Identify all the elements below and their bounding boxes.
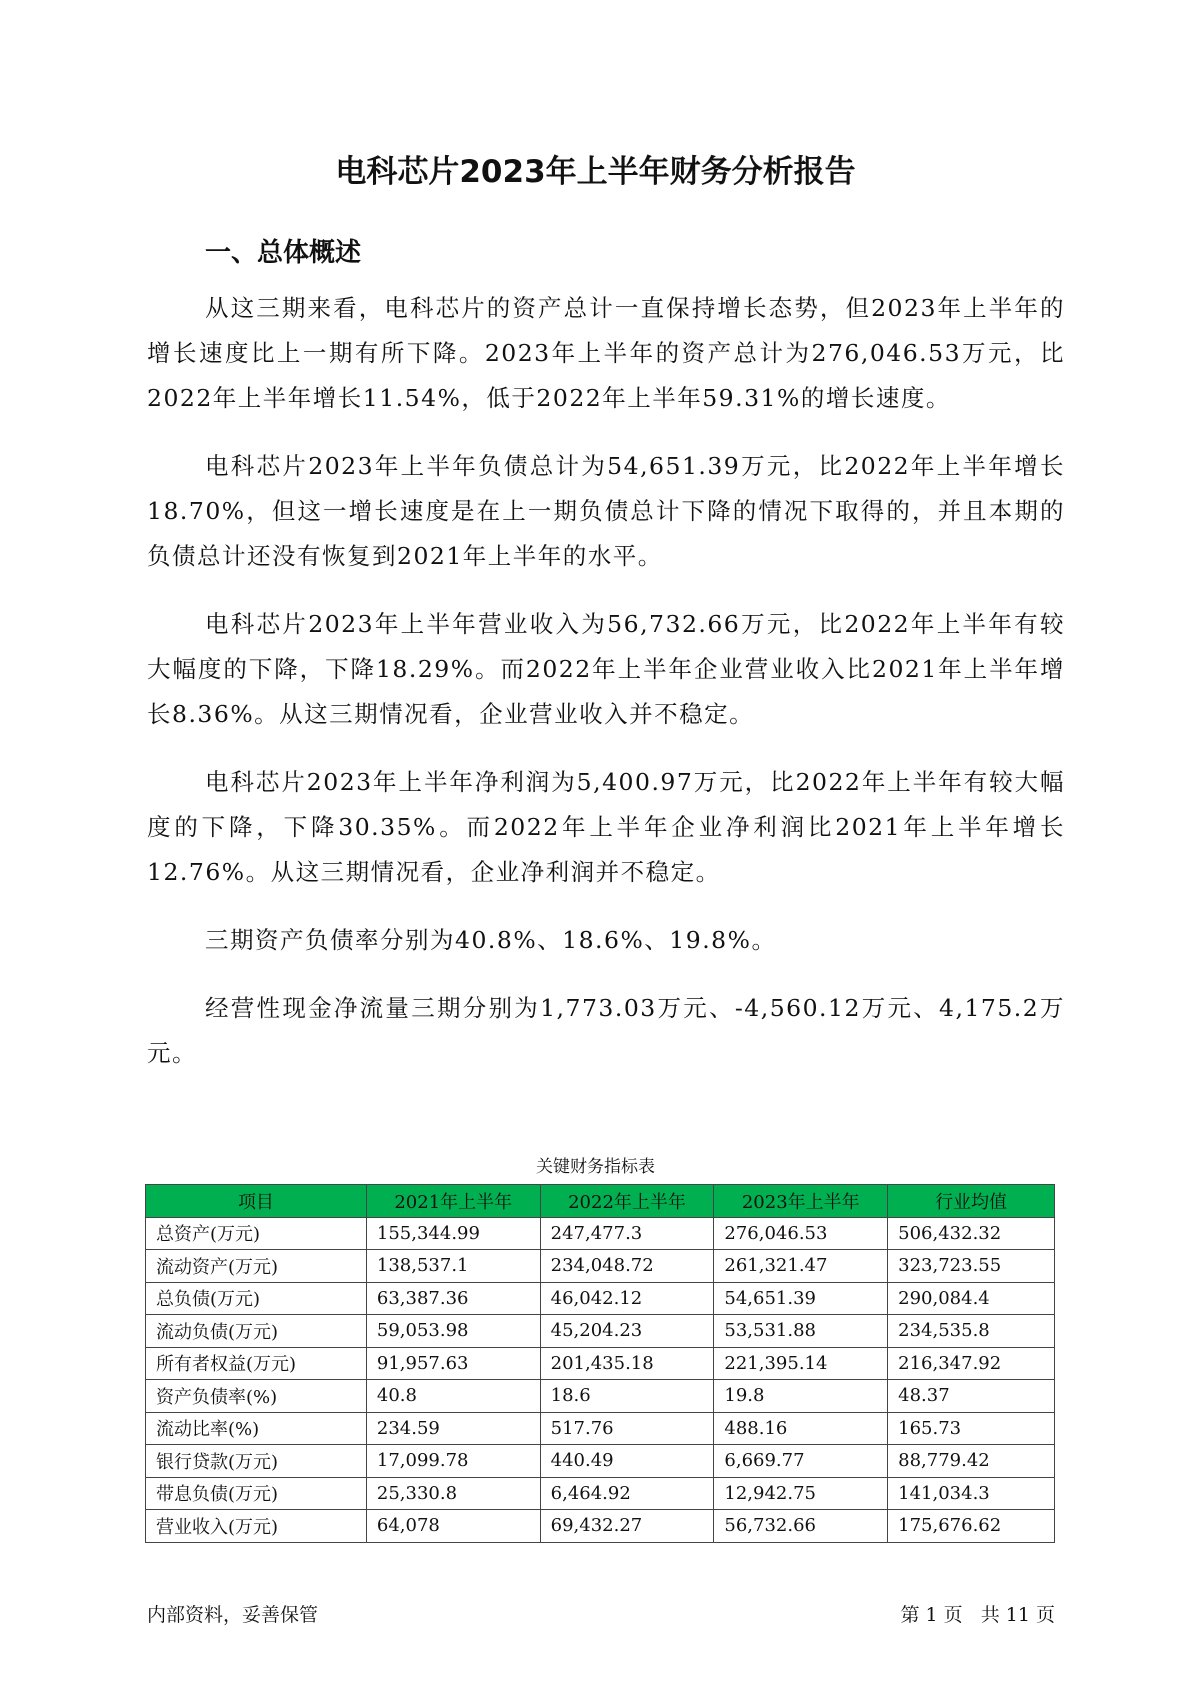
table-cell: 221,395.14 xyxy=(714,1347,888,1380)
table-cell: 247,477.3 xyxy=(540,1217,714,1250)
table-row xyxy=(146,1347,1055,1380)
table-cell: 165.73 xyxy=(888,1412,1055,1445)
table-cell: 46,042.12 xyxy=(540,1282,714,1315)
table-cell: 517.76 xyxy=(540,1412,714,1445)
financial-table xyxy=(145,1184,1055,1543)
table-cell: 56,732.66 xyxy=(714,1510,888,1543)
row-label: 营业收入(万元) xyxy=(146,1510,367,1543)
paragraph: 三期资产负债率分别为40.8%、18.6%、19.8%。 xyxy=(205,926,777,954)
paragraph: 经营性现金净流量三期分别为1,773.03万元、-4,560.12万元、4,175.2万元。 xyxy=(147,994,1065,1067)
table-row xyxy=(146,1217,1055,1250)
table-row xyxy=(146,1445,1055,1478)
body-text xyxy=(147,286,1065,1099)
table-cell: 6,464.92 xyxy=(540,1477,714,1510)
row-label: 所有者权益(万元) xyxy=(146,1347,367,1380)
paragraph: 电科芯片2023年上半年负债总计为54,651.39万元，比2022年上半年增长18.70%，但这一增长速度是在上一期负债总计下降的情况下取得的，并且本期的负债总计还没有恢复到2021年上半年的水平。 xyxy=(147,452,1065,570)
table-cell: 234,535.8 xyxy=(888,1315,1055,1348)
table-cell: 17,099.78 xyxy=(366,1445,540,1478)
row-label: 流动比率(%) xyxy=(146,1412,367,1445)
table-cell: 323,723.55 xyxy=(888,1250,1055,1283)
table-row xyxy=(146,1315,1055,1348)
section-heading: 一、总体概述 xyxy=(205,238,362,268)
table-cell: 234,048.72 xyxy=(540,1250,714,1283)
paragraph: 从这三期来看，电科芯片的资产总计一直保持增长态势，但2023年上半年的增长速度比上一期有所下降。2023年上半年的资产总计为276,046.53万元，比2022年上半年增长11.54%，低于2022年上半年59.31%的增长速度。 xyxy=(147,294,1065,412)
table-row xyxy=(146,1250,1055,1283)
table-cell: 48.37 xyxy=(888,1380,1055,1413)
document-title: 电科芯片2023年上半年财务分析报告 xyxy=(335,154,856,190)
table-cell: 488.16 xyxy=(714,1412,888,1445)
page-footer xyxy=(147,1600,1055,1627)
footer-confidential: 内部资料，妥善保管 xyxy=(147,1604,319,1626)
table-cell: 261,321.47 xyxy=(714,1250,888,1283)
table-cell: 40.8 xyxy=(366,1380,540,1413)
table-cell: 506,432.32 xyxy=(888,1217,1055,1250)
row-label: 流动负债(万元) xyxy=(146,1315,367,1348)
column-header: 行业均值 xyxy=(888,1185,1055,1218)
table-cell: 440.49 xyxy=(540,1445,714,1478)
table-cell: 59,053.98 xyxy=(366,1315,540,1348)
table-row xyxy=(146,1477,1055,1510)
table-cell: 175,676.62 xyxy=(888,1510,1055,1543)
table-cell: 91,957.63 xyxy=(366,1347,540,1380)
column-header: 2021年上半年 xyxy=(366,1185,540,1218)
table-cell: 138,537.1 xyxy=(366,1250,540,1283)
table-cell: 276,046.53 xyxy=(714,1217,888,1250)
row-label: 流动资产(万元) xyxy=(146,1250,367,1283)
table-cell: 19.8 xyxy=(714,1380,888,1413)
row-label: 资产负债率(%) xyxy=(146,1380,367,1413)
table-cell: 54,651.39 xyxy=(714,1282,888,1315)
table-row xyxy=(146,1380,1055,1413)
paragraph: 电科芯片2023年上半年净利润为5,400.97万元，比2022年上半年有较大幅度的下降，下降30.35%。而2022年上半年企业净利润比2021年上半年增长12.76%。从这三期情况看，企业净利润并不稳定。 xyxy=(147,768,1065,886)
table-cell: 201,435.18 xyxy=(540,1347,714,1380)
table-header-row xyxy=(146,1185,1055,1218)
page-number: 第 1 页 共 11 页 xyxy=(900,1604,1055,1626)
row-label: 带息负债(万元) xyxy=(146,1477,367,1510)
row-label: 总负债(万元) xyxy=(146,1282,367,1315)
table-cell: 141,034.3 xyxy=(888,1477,1055,1510)
column-header: 项目 xyxy=(146,1185,367,1218)
table-cell: 290,084.4 xyxy=(888,1282,1055,1315)
table-cell: 64,078 xyxy=(366,1510,540,1543)
table-cell: 53,531.88 xyxy=(714,1315,888,1348)
table-cell: 155,344.99 xyxy=(366,1217,540,1250)
paragraph: 电科芯片2023年上半年营业收入为56,732.66万元，比2022年上半年有较大幅度的下降，下降18.29%。而2022年上半年企业营业收入比2021年上半年增长8.36%。从这三期情况看，企业营业收入并不稳定。 xyxy=(147,610,1065,728)
table-row xyxy=(146,1282,1055,1315)
table-cell: 6,669.77 xyxy=(714,1445,888,1478)
row-label: 总资产(万元) xyxy=(146,1217,367,1250)
column-header: 2023年上半年 xyxy=(714,1185,888,1218)
column-header: 2022年上半年 xyxy=(540,1185,714,1218)
table-cell: 63,387.36 xyxy=(366,1282,540,1315)
table-cell: 88,779.42 xyxy=(888,1445,1055,1478)
table-cell: 234.59 xyxy=(366,1412,540,1445)
table-cell: 216,347.92 xyxy=(888,1347,1055,1380)
table-cell: 45,204.23 xyxy=(540,1315,714,1348)
table-cell: 25,330.8 xyxy=(366,1477,540,1510)
table-row xyxy=(146,1412,1055,1445)
table-caption: 关键财务指标表 xyxy=(536,1157,655,1177)
table-row xyxy=(146,1510,1055,1543)
row-label: 银行贷款(万元) xyxy=(146,1445,367,1478)
table-cell: 12,942.75 xyxy=(714,1477,888,1510)
table-cell: 18.6 xyxy=(540,1380,714,1413)
table-cell: 69,432.27 xyxy=(540,1510,714,1543)
